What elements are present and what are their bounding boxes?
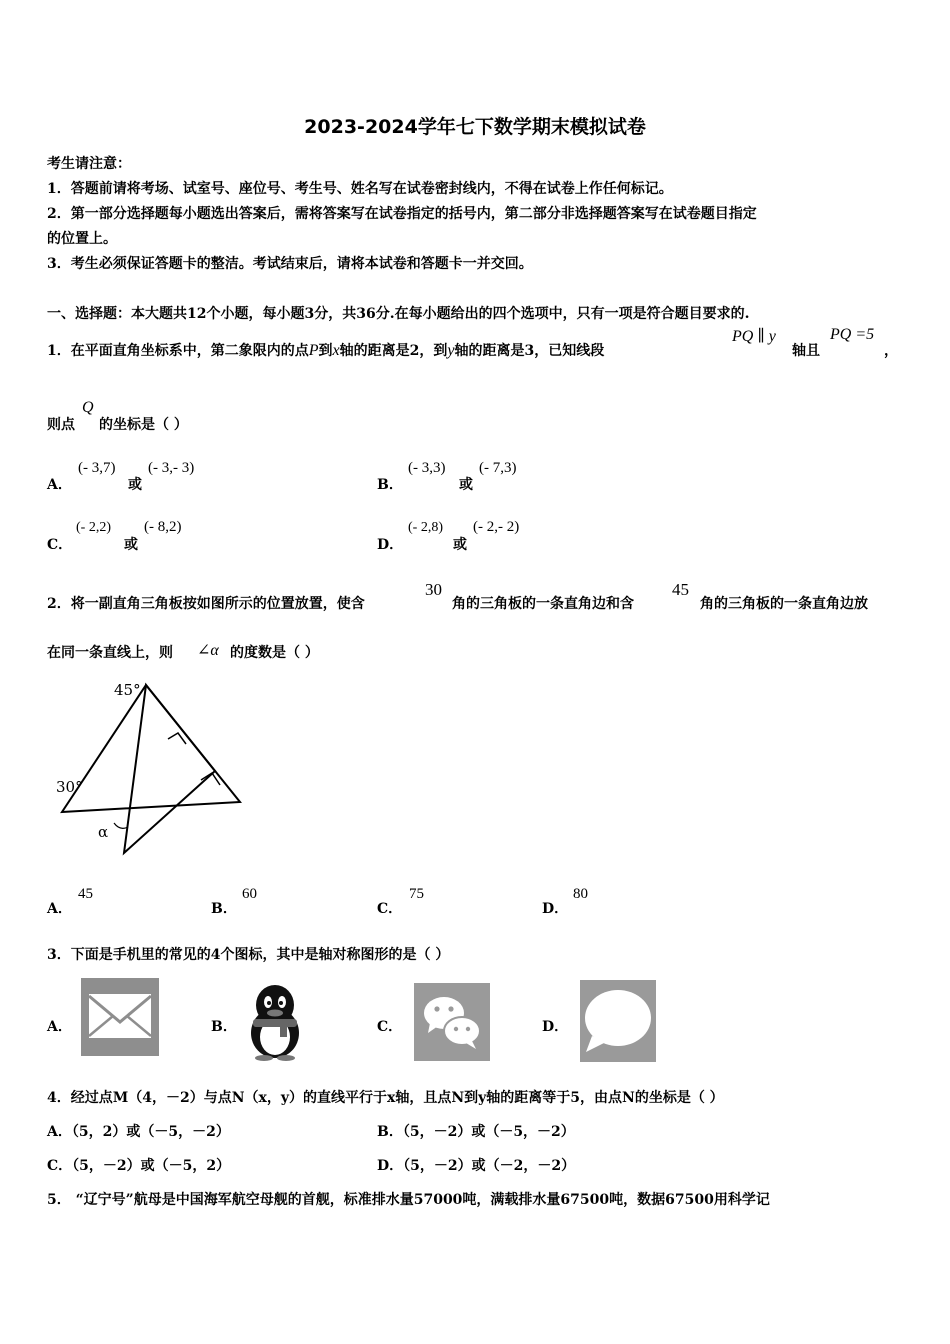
penguin-icon bbox=[244, 983, 306, 1061]
question-4-text: 4．经过点M（4，－2）与点N（x，y）的直线平行于x轴，且点N到y轴的距离等于5，由点N的坐标是（ ） bbox=[47, 1090, 724, 1106]
q2-deg-30: 30 bbox=[425, 580, 442, 599]
q1-option-c-value-2: (- 8,2) bbox=[144, 519, 182, 535]
q1-pq-parallel: PQ ∥ y bbox=[732, 328, 776, 345]
q1-option-c-label: C． bbox=[47, 537, 73, 553]
q1-option-d-value-2: (- 2,- 2) bbox=[473, 519, 520, 535]
q1-option-b-value-2: (- 7,3) bbox=[479, 460, 517, 476]
question-1-line-1 bbox=[47, 340, 604, 360]
q1-option-b-label: B． bbox=[377, 477, 403, 493]
envelope-icon bbox=[81, 978, 159, 1056]
notice-item-2: 2．第一部分选择题每小题选出答案后，需将答案写在试卷指定的括号内，第二部分非选择题答案写在试卷题目指定 bbox=[47, 206, 757, 222]
q1-comma: ， bbox=[884, 343, 898, 359]
alpha-arc bbox=[114, 823, 128, 828]
q2-option-c-label: C． bbox=[377, 901, 403, 917]
q3-option-c-label: C． bbox=[377, 1019, 403, 1035]
q2-option-d-label: D． bbox=[542, 901, 569, 917]
q1-line2-a: 则点 bbox=[47, 417, 75, 433]
triangle-figure bbox=[50, 675, 250, 860]
q1-option-c-value-1: (- 2,2) bbox=[76, 520, 111, 535]
notice-heading: 考生请注意： bbox=[47, 156, 131, 172]
q4-option-d: D．（5，－2）或（－2，－2） bbox=[377, 1158, 576, 1174]
notice-item-3: 3．考生必须保证答题卡的整洁。考试结束后，请将本试卷和答题卡一并交回。 bbox=[47, 256, 533, 272]
triangle-45 bbox=[62, 685, 240, 812]
q2-text-a: 2．将一副直角三角板按如图所示的位置放置，使含 bbox=[47, 596, 365, 612]
question-1-line-2 bbox=[47, 414, 75, 434]
q1-point-q: Q bbox=[82, 399, 94, 416]
q1-text-a: 1．在平面直角坐标系中，第二象限内的点 bbox=[47, 343, 309, 359]
q2-line2-b: 的度数是（ ） bbox=[230, 645, 319, 661]
q2-text-b: 角的三角板的一条直角边和含 bbox=[452, 596, 634, 612]
q1-option-a-or: 或 bbox=[128, 477, 142, 493]
q3-option-a-label: A． bbox=[47, 1019, 72, 1035]
q1-option-a-value-2: (- 3,- 3) bbox=[148, 460, 195, 476]
q1-option-b-or: 或 bbox=[459, 477, 473, 493]
notice-item-1: 1．答题前请将考场、试室号、座位号、考生号、姓名写在试卷密封线内，不得在试卷上作任何标记。 bbox=[47, 181, 673, 197]
q2-option-b-value: 60 bbox=[242, 886, 257, 902]
q2-deg-45: 45 bbox=[672, 580, 689, 599]
q2-option-d-value: 80 bbox=[573, 886, 588, 902]
q2-line2-a: 在同一条直线上，则 bbox=[47, 645, 173, 661]
q1-y: y bbox=[447, 342, 455, 359]
section-heading: 一、选择题：本大题共12个小题，每小题3分，共36分.在每小题给出的四个选项中，只有一项是符合题目要求的. bbox=[47, 306, 750, 322]
q1-option-d-label: D． bbox=[377, 537, 404, 553]
q3-option-d-label: D． bbox=[542, 1019, 569, 1035]
q3-option-b-label: B． bbox=[211, 1019, 237, 1035]
question-3-text: 3．下面是手机里的常见的4个图标，其中是轴对称图形的是（ ） bbox=[47, 947, 450, 963]
q2-option-a-label: A． bbox=[47, 901, 72, 917]
q1-axis-text: 轴且 bbox=[792, 343, 820, 359]
q1-x: x bbox=[332, 342, 340, 359]
q2-option-c-value: 75 bbox=[409, 886, 424, 902]
q1-point-p: P bbox=[308, 342, 319, 359]
label-alpha: α bbox=[98, 823, 109, 841]
q1-option-a-label: A． bbox=[47, 477, 72, 493]
q2-angle-alpha: ∠α bbox=[197, 642, 219, 659]
speech-bubble-icon bbox=[580, 980, 656, 1062]
q2-text-c: 角的三角板的一条直角边放 bbox=[700, 596, 868, 612]
q1-line2-b: 的坐标是（ ） bbox=[99, 417, 188, 433]
q1-option-d-value-1: (- 2,8) bbox=[408, 520, 443, 535]
q1-pq-length: PQ =5 bbox=[830, 326, 875, 343]
q1-text-b: 到 bbox=[318, 343, 333, 359]
q4-option-a: A．（5，2）或（－5，－2） bbox=[47, 1124, 230, 1140]
q1-option-b-value-1: (- 3,3) bbox=[408, 460, 446, 476]
question-5-text: 5． “辽宁号”航母是中国海军航空母舰的首舰，标准排水量57000吨，满载排水量67500吨，数据67500用科学记 bbox=[47, 1192, 770, 1208]
label-30-deg: 30° bbox=[56, 778, 83, 796]
q2-option-b-label: B． bbox=[211, 901, 237, 917]
page-title: 2023-2024学年七下数学期末模拟试卷 bbox=[304, 116, 646, 138]
q2-option-a-value: 45 bbox=[78, 886, 93, 902]
notice-item-2-cont: 的位置上。 bbox=[47, 231, 117, 247]
q4-option-b: B．（5，－2）或（－5，－2） bbox=[377, 1124, 575, 1140]
wechat-icon bbox=[414, 983, 490, 1061]
q1-option-c-or: 或 bbox=[124, 537, 138, 553]
q4-option-c: C．（5，－2）或（－5，2） bbox=[47, 1158, 231, 1174]
q1-text-c: 轴的距离是2，到 bbox=[339, 343, 448, 359]
right-angle-mark-upper bbox=[168, 733, 186, 744]
q1-text-d: 轴的距离是3，已知线段 bbox=[454, 343, 605, 359]
q1-option-d-or: 或 bbox=[453, 537, 467, 553]
label-45-deg: 45° bbox=[114, 681, 141, 699]
triangle-30 bbox=[124, 685, 215, 853]
q1-option-a-value-1: (- 3,7) bbox=[78, 460, 116, 476]
